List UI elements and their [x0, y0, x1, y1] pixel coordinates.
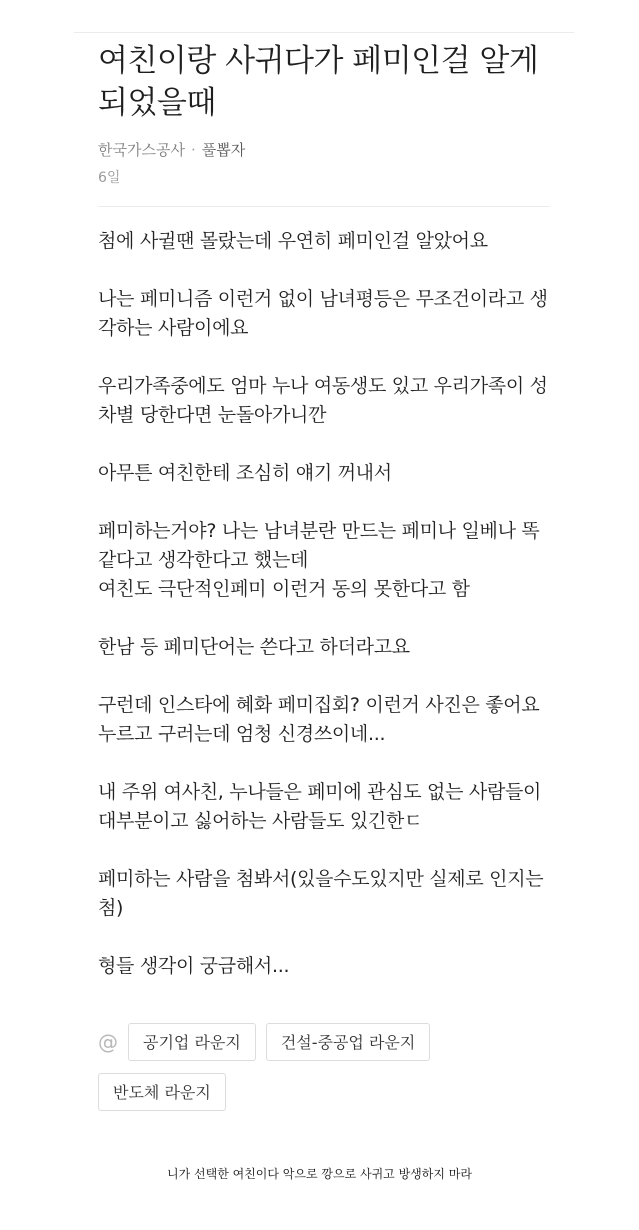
tag-button[interactable]: 건설-중공업 라운지 — [266, 1023, 431, 1061]
post-time: 6일 — [98, 170, 121, 186]
post-paragraph: 여친도 극단적인페미 이런거 동의 못한다고 함 — [98, 578, 470, 600]
top-divider — [74, 32, 574, 33]
post — [98, 40, 558, 1010]
author-company[interactable]: 한국가스공사 — [98, 141, 185, 159]
post-title: 여친이랑 사귀다가 페미인걸 알게 되었을때 — [98, 43, 539, 121]
post-paragraph: 나는 페미니즘 이런거 없이 남녀평등은 무조건이라고 생각하는 사람이에요 — [98, 288, 548, 339]
post-paragraph: 우리가족중에도 엄마 누나 여동생도 있고 우리가족이 성차별 당한다면 눈돌아가니깐 — [98, 375, 548, 426]
at-sign-icon: @ — [98, 1030, 118, 1054]
tag-button[interactable]: 반도체 라운지 — [98, 1073, 226, 1111]
post-paragraph: 페미하는거야? 나는 남녀분란 만드는 페미나 일베나 똑같다고 생각한다고 했는데 — [98, 520, 540, 571]
post-paragraph: 페미하는 사람을 첨봐서(있을수도있지만 실제로 인지는 첨) — [98, 868, 544, 919]
post-author — [98, 136, 558, 164]
post-paragraph: 형들 생각이 궁금해서... — [98, 955, 290, 977]
post-body — [98, 227, 548, 981]
author-nickname[interactable]: 풀뽑자 — [201, 141, 246, 159]
image-caption: 니가 선택한 여친이다 악으로 깡으로 사귀고 방생하지 마라 — [167, 1167, 472, 1181]
topic-tags — [98, 1023, 568, 1111]
post-paragraph: 구런데 인스타에 혜화 페미집회? 이런거 사진은 좋어요 누르고 구러는데 엄청 신경쓰이네... — [98, 694, 540, 745]
post-paragraph: 첨에 사귈땐 몰랐는데 우연히 페미인걸 알았어요 — [98, 230, 488, 252]
post-paragraph: 한남 등 페미단어는 쓴다고 하더라고요 — [98, 636, 410, 658]
meta-separator: · — [190, 141, 196, 159]
post-paragraph: 아무튼 여친한테 조심히 얘기 꺼내서 — [98, 462, 392, 484]
post-paragraph: 내 주위 여사친, 누나들은 페미에 관심도 없는 사람들이 대부분이고 싫어하는 사람들도 있긴한ㄷ — [98, 781, 542, 832]
header-divider — [98, 206, 550, 207]
tag-button[interactable]: 공기업 라운지 — [128, 1023, 256, 1061]
